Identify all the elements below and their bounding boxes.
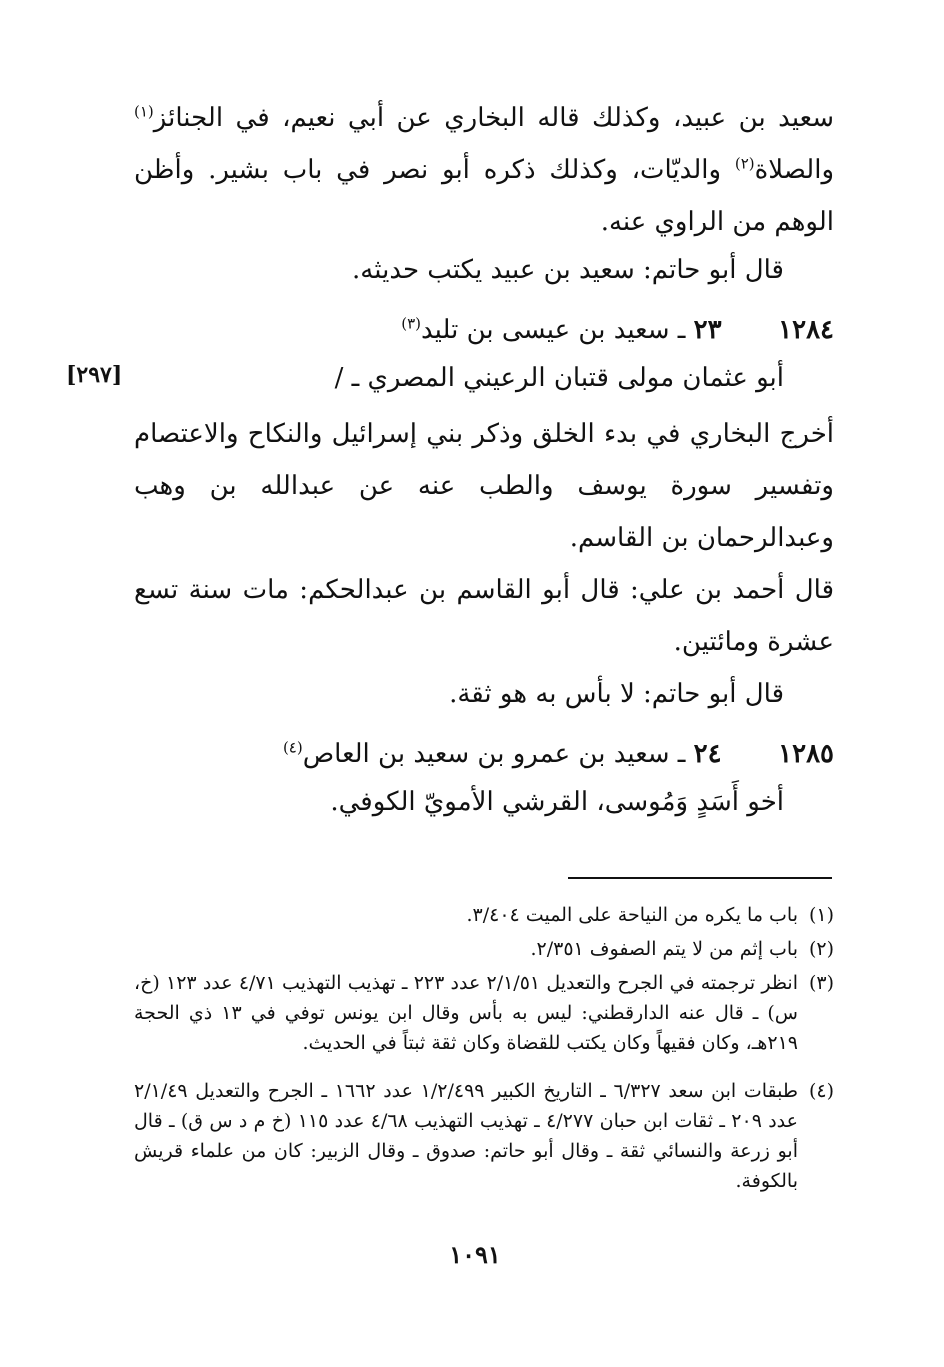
paragraph-text: والديّات، وكذلك ذكره أبو نصر في باب بشير. وأظن الوهم من الراوي عنه. — [134, 155, 834, 237]
entry-1285-relation: أخو أَسَدٍ وَمُوسى، القرشي الأمويّ الكوفي. — [330, 787, 784, 817]
entry-index: ٢٣ — [693, 315, 722, 345]
footnote-ref-4[interactable]: (٤) — [282, 738, 303, 757]
entry-1285-heading — [283, 732, 834, 776]
entry-1284-heading — [401, 308, 834, 352]
footnote-text: باب ما يكره من النياحة على الميت ٣/٤٠٤. — [466, 904, 798, 926]
abu-hatim-statement-2: قال أبو حاتم: لا بأس به هو ثقة. — [449, 679, 784, 709]
entry-number: ١٢٨٤ — [778, 315, 834, 345]
footnote-number: (٤) — [808, 1080, 834, 1102]
footnote-separator — [568, 877, 832, 879]
entry-name: ـ سعيد بن عيسى بن تليد — [421, 315, 686, 345]
paragraph-said-ibn-ubayd — [134, 92, 834, 248]
footnote-4 — [134, 1076, 834, 1196]
footnote-1 — [134, 900, 834, 930]
entry-1284-kunya: أبو عثمان مولى قتبان الرعيني المصري ـ / — [334, 363, 784, 393]
footnote-ref-2[interactable]: (٢) — [734, 154, 755, 173]
margin-page-reference: [٢٩٧] — [66, 362, 123, 388]
paragraph-text: والصلاة — [754, 155, 834, 185]
footnote-text: طبقات ابن سعد ٦/٣٢٧ ـ التاريخ الكبير ١/٢/٤٩٩ عدد ١٦٦٢ ـ الجرح والتعديل ٢/١/٤٩ عدد ٢٠٩ ـ ثقات ابن حبان ٤/٢٧٧ ـ تهذيب التهذيب ٤/٦٨ عدد ١١٥ (خ م د س ق) ـ قال أبو زرعة والنسائي ثقة ـ وقال أبو حاتم: صدوق ـ وقال الزبير: كان من علماء قريش بالكوفة. — [134, 1080, 798, 1192]
footnote-number: (٣) — [808, 972, 834, 994]
paragraph-bukhari: أخرج البخاري في بدء الخلق وذكر بني إسرائيل والنكاح والاعتصام وتفسير سورة يوسف والطب عنه عن عبدالله بن وهب وعبدالرحمان بن القاسم. — [134, 419, 834, 553]
abu-hatim-statement-1: قال أبو حاتم: سعيد بن عبيد يكتب حديثه. — [352, 255, 784, 285]
footnote-2 — [134, 934, 834, 964]
footnote-3 — [134, 968, 834, 1058]
footnote-ref-3[interactable]: (٣) — [401, 314, 422, 333]
entry-name: ـ سعيد بن عمرو بن سعيد بن العاص — [302, 739, 686, 769]
footnote-ref-1[interactable]: (١) — [134, 102, 154, 121]
entry-index: ٢٤ — [693, 739, 722, 769]
paragraph-text: سعيد بن عبيد، وكذلك قاله البخاري عن أبي نعيم، في الجنائز — [153, 103, 834, 133]
footnote-text: باب إثم من لا يتم الصفوف ٢/٣٥١. — [530, 938, 798, 960]
paragraph-ahmad-ibn-ali: قال أحمد بن علي: قال أبو القاسم بن عبدالحكم: مات سنة تسع عشرة ومائتين. — [134, 575, 834, 657]
footnote-number: (١) — [808, 904, 834, 926]
entry-number: ١٢٨٥ — [778, 739, 834, 769]
page-number: ١٠٩١ — [449, 1240, 501, 1269]
footnote-text: انظر ترجمته في الجرح والتعديل ٢/١/٥١ عدد ٢٢٣ ـ تهذيب التهذيب ٤/٧١ عدد ١٢٣ (خ، س) ـ قال عنه الدارقطني: ليس به بأس وقال ابن يونس توفي في ١٣ ذي الحجة ٢١٩هـ، وكان فقيهاً وكان يكتب للقضاة وكان ثقة ثبتاً في الحديث. — [134, 972, 798, 1054]
footnote-number: (٢) — [808, 938, 834, 960]
